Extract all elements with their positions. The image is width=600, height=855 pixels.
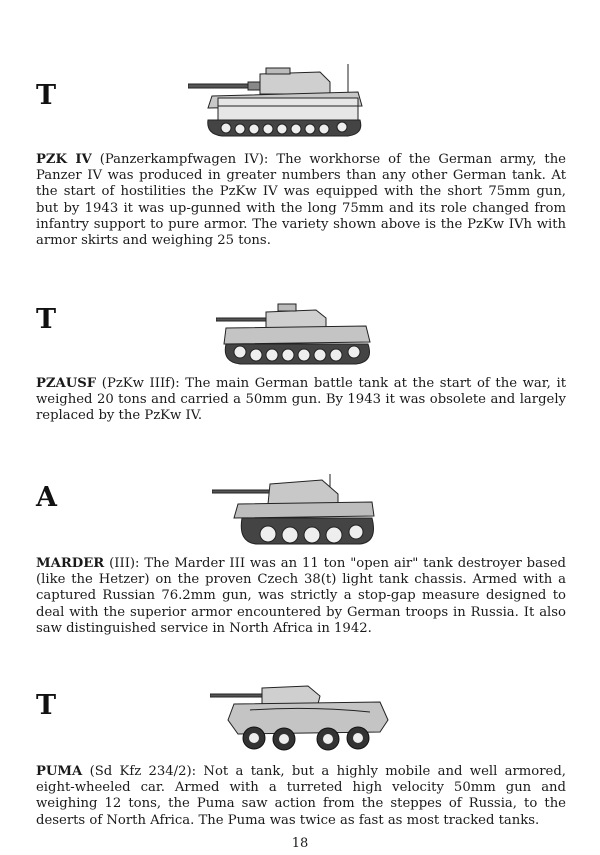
entry-4-description: (Sd Kfz 234/2): Not a tank, but a highly mobile and well armored, eight-wheeled car. Armed with a turreted high velocity 50mm gun and weighing 12 tons, the Puma saw action from the steppes of Russia, to the deserts of North Africa. The Puma was twice as fast as most tracked tanks. <box>36 764 566 828</box>
entry-4-name: PUMA <box>36 764 83 779</box>
entry-2-paragraph <box>36 376 566 425</box>
entry-2-type-letter: T <box>36 304 57 335</box>
puma-armored-car-illustration <box>210 680 390 755</box>
pzkw-iii-tank-illustration <box>216 300 376 370</box>
entry-3-paragraph <box>36 556 566 637</box>
entry-3-type-letter: A <box>36 482 57 513</box>
entry-1-description: (Panzerkampfwagen IV): The workhorse of the German army, the Panzer IV was produced in greater numbers than any other German tank. At the start of hostilities the PzKw IV was equipped with the short 75mm gun, but by 1943 it was up-gunned with the long 75mm and its role changed from infantry support to pure armor. The variety shown above is the PzKw IVh with armor skirts and weighing 25 tons. <box>36 152 566 249</box>
entry-3-name: MARDER <box>36 556 105 571</box>
marder-iii-tank-destroyer-illustration <box>212 472 377 552</box>
entry-1-name: PZK IV <box>36 152 92 167</box>
entry-2-name: PZAUSF <box>36 376 97 391</box>
pzkw-iv-tank-illustration <box>188 60 366 140</box>
entry-1-type-letter: T <box>36 80 57 111</box>
entry-4-paragraph <box>36 764 566 829</box>
entry-2-description: (PzKw IIIf): The main German battle tank at the start of the war, it weighed 20 tons and carried a 50mm gun. By 1943 it was obsolete and largely replaced by the PzKw IV. <box>36 376 566 424</box>
page-number: 18 <box>291 836 309 851</box>
entry-4-type-letter: T <box>36 690 57 721</box>
entry-3-description: (III): The Marder III was an 11 ton "open air" tank destroyer based (like the Hetzer) on the proven Czech 38(t) light tank chassis. Armed with a captured Russian 76.2mm gun, was strictly a stop-gap measure designed to deal with the superior armor encountered by German troops in Russia. It also saw distinguished service in North Africa in 1942. <box>36 556 566 636</box>
entry-1-paragraph <box>36 152 566 249</box>
